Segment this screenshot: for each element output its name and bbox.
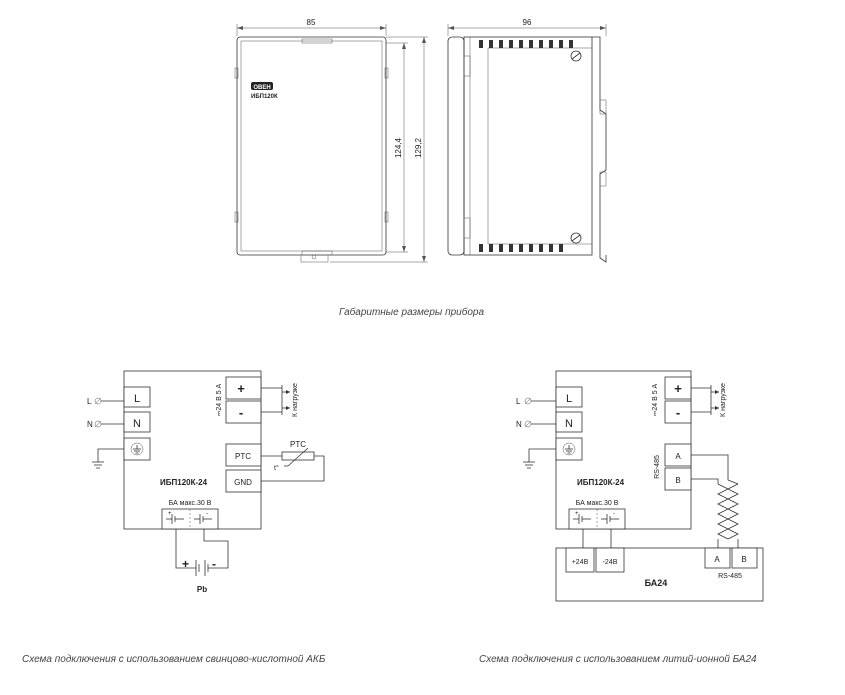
terminal-plus-right: + bbox=[674, 381, 682, 396]
vent-slots-bottom bbox=[479, 244, 563, 252]
svg-text:+: + bbox=[575, 511, 579, 517]
svg-text:-: - bbox=[206, 511, 208, 517]
to-load-label-left: К нагрузке bbox=[292, 383, 299, 417]
side-width-dimension: 96 bbox=[522, 18, 532, 27]
terminal-line-right: L bbox=[565, 393, 573, 405]
terminal-neutral-right: N bbox=[565, 418, 573, 430]
input-line-label-left: L bbox=[87, 397, 92, 406]
height-outer-dimension: 129,2 bbox=[414, 137, 423, 159]
brand-logo-text: ОВЕН bbox=[253, 85, 271, 91]
to-load-label-right: К нагрузке bbox=[720, 383, 727, 417]
ba24-terminal-a: A bbox=[714, 555, 720, 564]
input-neutral-label-left: N bbox=[87, 420, 93, 429]
terminal-line-left: L bbox=[133, 393, 141, 405]
device-model-scheme-right: ИБП120К-24 bbox=[577, 478, 625, 487]
ba24-minus-terminal: -24В bbox=[602, 559, 618, 566]
output-rating-left: ⎓24 В 5 А bbox=[216, 383, 223, 417]
ptc-t-label: t° bbox=[274, 465, 279, 472]
terminal-neutral-left: N bbox=[133, 418, 141, 430]
device-model-scheme-left: ИБП120К-24 bbox=[160, 478, 208, 487]
terminal-ptc: PTC bbox=[235, 452, 251, 461]
input-line-label-right: L bbox=[516, 397, 521, 406]
scheme-lead-acid bbox=[87, 371, 324, 594]
caption-scheme-lead-acid: Схема подключения с использованием свинцово-кислотной АКБ bbox=[22, 654, 326, 665]
battery-type-label: Pb bbox=[196, 585, 208, 594]
rs485-device-label: RS-485 bbox=[654, 455, 661, 479]
terminal-minus-left: - bbox=[238, 405, 244, 420]
vent-slots-top bbox=[479, 40, 573, 48]
ba24-terminal-b: B bbox=[741, 555, 747, 564]
battery-max-label-right: БА макс.30 В bbox=[575, 500, 619, 507]
height-inner-dimension: 124,4 bbox=[394, 137, 403, 159]
terminal-plus-left: + bbox=[237, 381, 245, 396]
battery-icon bbox=[196, 560, 208, 576]
svg-text:+: + bbox=[168, 511, 172, 517]
battery-plus-label: + bbox=[182, 557, 190, 571]
battery-minus-label: - bbox=[212, 557, 216, 571]
scheme-li-ion bbox=[516, 371, 763, 601]
terminal-gnd: GND bbox=[234, 478, 252, 487]
caption-dimensions: Габаритные размеры прибора bbox=[339, 307, 484, 318]
ptc-thermistor-icon bbox=[282, 452, 314, 460]
ba24-rs485-label: RS-485 bbox=[718, 573, 742, 580]
front-view bbox=[235, 18, 428, 262]
input-neutral-label-right: N bbox=[516, 420, 522, 429]
output-rating-right: ⎓24 В 5 А bbox=[652, 383, 659, 417]
terminal-a-device: A bbox=[675, 452, 681, 461]
terminal-minus-right: - bbox=[675, 405, 681, 420]
svg-text:-: - bbox=[613, 511, 615, 517]
battery-max-label-left: БА макс.30 В bbox=[168, 500, 212, 507]
ptc-sensor-label: PTC bbox=[290, 440, 306, 449]
ba24-plus-terminal: +24В bbox=[571, 559, 589, 566]
terminal-b-device: B bbox=[675, 476, 681, 485]
side-view bbox=[448, 18, 606, 262]
device-model-label: ИБП120К bbox=[251, 94, 278, 100]
caption-scheme-li-ion: Схема подключения с использованием литий-ионной БА24 bbox=[479, 654, 757, 665]
front-width-dimension: 85 bbox=[306, 18, 316, 27]
ba24-name: БА24 bbox=[644, 578, 668, 588]
